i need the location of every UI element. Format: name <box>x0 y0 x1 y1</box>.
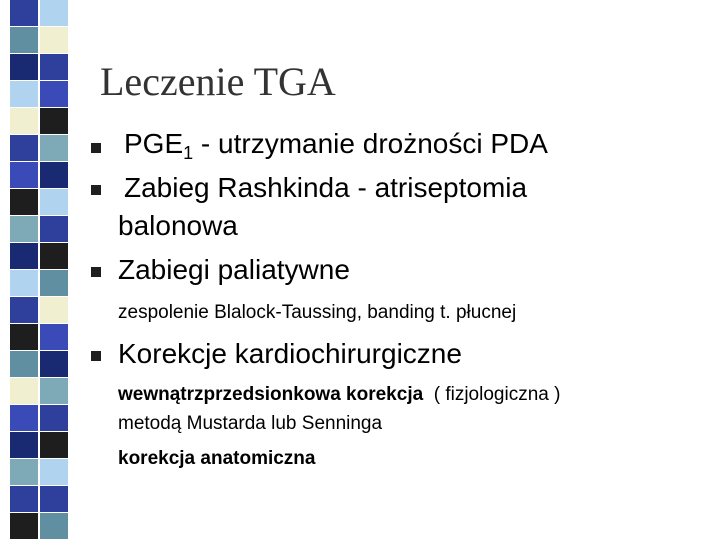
stripe-block <box>40 162 68 188</box>
stripe-block <box>40 432 68 458</box>
stripe-block <box>40 243 68 269</box>
stripe-block <box>40 324 68 350</box>
stripe-block <box>10 0 38 26</box>
stripe-block <box>40 108 68 134</box>
bullet-3-detail: zespolenie Blalock-Taussing, banding t. płucnej <box>118 302 517 323</box>
slide-title: Leczenie TGA <box>100 59 336 104</box>
stripe-block <box>10 351 38 377</box>
bullet-square-icon <box>91 351 101 361</box>
stripe-block <box>10 216 38 242</box>
stripe-block <box>40 513 68 539</box>
stripe-block <box>10 459 38 485</box>
stripe-block <box>10 432 38 458</box>
stripe-block <box>40 27 68 53</box>
bullet-2-line1: Zabieg Rashkinda - atriseptomia <box>124 172 528 203</box>
stripe-block <box>40 405 68 431</box>
bullet-1-rest: - utrzymanie drożności PDA <box>193 128 548 159</box>
decorative-stripe <box>0 0 70 540</box>
bullet-4-detail-2: metodą Mustarda lub Senninga <box>118 413 383 434</box>
bullet-4-detail-1-bold: wewnątrzprzedsionkowa korekcja <box>118 384 424 405</box>
bullet-3-main: Zabiegi paliatywne <box>118 254 350 285</box>
stripe-block <box>10 135 38 161</box>
stripe-block <box>40 351 68 377</box>
bullet-square-icon <box>91 267 101 277</box>
bullet-1 <box>124 128 548 163</box>
bullet-1-main: PGE <box>124 128 184 159</box>
stripe-block <box>10 486 38 512</box>
stripe-block <box>10 243 38 269</box>
stripe-block <box>10 513 38 539</box>
stripe-block <box>10 54 38 80</box>
stripe-block <box>40 459 68 485</box>
stripe-block <box>40 189 68 215</box>
bullet-4-detail-3: korekcja anatomiczna <box>118 448 316 469</box>
stripe-block <box>10 405 38 431</box>
stripe-block <box>40 216 68 242</box>
stripe-block <box>40 270 68 296</box>
stripe-block <box>10 378 38 404</box>
stripe-block <box>40 297 68 323</box>
bullet-4-detail-1 <box>118 384 560 406</box>
stripe-block <box>40 378 68 404</box>
stripe-block <box>40 135 68 161</box>
bullet-4-detail-1-normal: ( fizjologiczna ) <box>423 384 561 405</box>
stripe-block <box>10 27 38 53</box>
stripe-block <box>40 486 68 512</box>
bullet-2-line2: balonowa <box>118 210 238 241</box>
stripe-block <box>10 324 38 350</box>
bullet-4-main: Korekcje kardiochirurgiczne <box>118 338 462 369</box>
stripe-block <box>10 270 38 296</box>
bullet-square-icon <box>91 143 101 153</box>
stripe-block <box>10 189 38 215</box>
stripe-block <box>40 54 68 80</box>
stripe-block <box>40 0 68 26</box>
stripe-block <box>10 162 38 188</box>
stripe-block <box>10 108 38 134</box>
bullet-square-icon <box>91 185 101 195</box>
stripe-block <box>10 297 38 323</box>
stripe-block <box>10 81 38 107</box>
stripe-block <box>40 81 68 107</box>
bullet-1-subscript: 1 <box>183 143 194 163</box>
